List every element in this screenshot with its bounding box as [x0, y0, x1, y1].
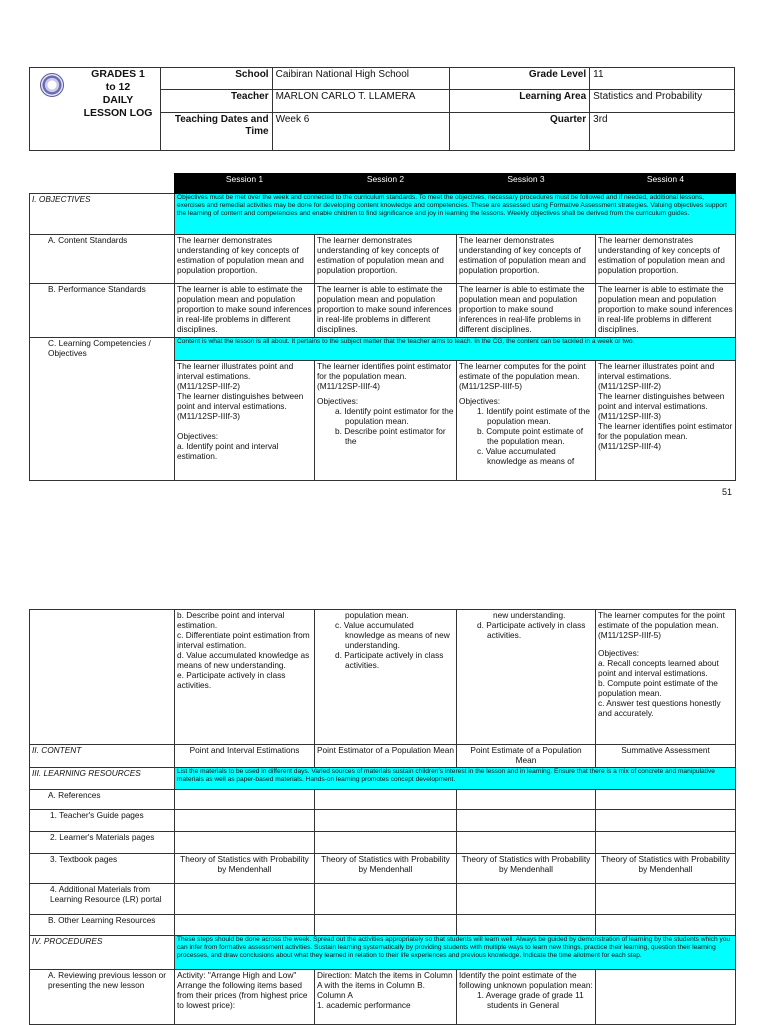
teachers-guide-s3: [457, 810, 596, 832]
other-resources-label: B. Other Learning Resources: [30, 915, 175, 936]
continued-s1: b. Describe point and interval estimation. c. Differentiate point estimation from interval estimation. d. Value accumulated knowledge as means of new understanding. e. Participate actively in class activities.: [175, 610, 315, 745]
competencies-s1: The learner illustrates point and interval estimations. (M11/12SP-IIIf-2) The learner distinguishes between point and interval estimations. (M11/12SP-IIIf-3) Objectives: a. Identify point and interval estimation.: [175, 361, 315, 481]
reviewing-s1: Activity: "Arrange High and Low" Arrange the following items based from their prices (from highest price to lowest price):: [175, 970, 315, 1025]
school-value: Caibiran National High School: [272, 68, 450, 90]
teaching-dates-label: Teaching Dates and Time: [160, 112, 272, 150]
teaching-dates-value: Week 6: [272, 112, 450, 150]
other-s1: [175, 915, 315, 936]
competencies-s2: The learner identifies point estimator for the population mean. (M11/12SP-IIIf-4) Objectives: a. Identify point estimator for the population mean. b. Describe point estimator for the: [315, 361, 457, 481]
content-s1: Point and Interval Estimations: [175, 745, 315, 768]
textbook-s2: Theory of Statistics with Probability by Mendenhall: [315, 854, 457, 884]
additional-s2: [315, 884, 457, 915]
content-standards-s4: The learner demonstrates understanding of key concepts of estimation of population mean and population proportion.: [596, 235, 736, 284]
other-s2: [315, 915, 457, 936]
header-table: [29, 67, 735, 151]
performance-standards-label: B. Performance Standards: [30, 284, 175, 337]
learners-materials-label: 2. Learner's Materials pages: [30, 832, 175, 854]
deped-seal-icon: [40, 73, 64, 97]
content-standards-label: A. Content Standards: [30, 235, 175, 284]
content-standards-s3: The learner demonstrates understanding of key concepts of estimation of population mean and population proportion.: [457, 235, 596, 284]
references-s2: [315, 790, 457, 810]
references-label: A. References: [30, 790, 175, 810]
learning-area-label: Learning Area: [450, 90, 590, 112]
performance-standards-s2: The learner is able to estimate the population mean and population proportion to make sound inferences in real-life problems in different disciplines.: [315, 284, 457, 337]
quarter-label: Quarter: [450, 112, 590, 150]
textbook-s4: Theory of Statistics with Probability by Mendenhall: [596, 854, 736, 884]
references-s4: [596, 790, 736, 810]
procedures-note: These steps should be done across the week. Spread out the activities appropriately so that students will learn well. Always be guided by demonstration of learning by the students which you can infer from formative assessment activities. Sustain learning systematically by providing students with multiple ways to learn new things, practice their learning, question their learning processes, and draw conclusions about what they learned in relation to their life experiences and previous knowledge. Indicate the time allotment for each step.: [175, 936, 736, 970]
reviewing-s3: Identify the point estimate of the following unknown population mean: 1. Average grade of grade 11 students in General: [457, 970, 596, 1025]
competencies-note: Content is what the lesson is all about. It pertains to the subject matter that the teacher aims to teach. In the CG, the content can be tackled in a week or two.: [175, 337, 736, 361]
grade-level-label: Grade Level: [450, 68, 590, 90]
content-standards-s1: The learner demonstrates understanding of key concepts of estimation of population mean and population proportion.: [175, 235, 315, 284]
content-label: II. CONTENT: [30, 745, 175, 768]
content-s3: Point Estimate of a Population Mean: [457, 745, 596, 768]
textbook-s3: Theory of Statistics with Probability by Mendenhall: [457, 854, 596, 884]
learners-materials-s3: [457, 832, 596, 854]
teachers-guide-s2: [315, 810, 457, 832]
additional-s1: [175, 884, 315, 915]
content-s2: Point Estimator of a Population Mean: [315, 745, 457, 768]
teacher-value: MARLON CARLO T. LLAMERA: [272, 90, 450, 112]
continued-s3: new understanding. d. Participate actively in class activities.: [457, 610, 596, 745]
continued-s4: The learner computes for the point estimate of the population mean. (M11/12SP-IIIf-5) Objectives: a. Recall concepts learned about point and interval estimations. b. Compute point estimate of the population mean. c. Answer test questions honestly and accurately.: [596, 610, 736, 745]
other-s4: [596, 915, 736, 936]
page-number: 51: [722, 487, 733, 497]
learning-resources-label: III. LEARNING RESOURCES: [30, 768, 175, 790]
learning-resources-note: List the materials to be used in different days. Varied sources of materials sustain children's interest in the lesson and in learning. Ensure that there is a mix of concrete and manipulative materials as well as paper-based materials. Hands-on learning promotes concept development.: [175, 768, 736, 790]
teachers-guide-label: 1. Teacher's Guide pages: [30, 810, 175, 832]
lesson-plan-table-page2: [29, 609, 736, 1025]
competencies-s3: The learner computes for the point estimate of the population mean.(M11/12SP-IIIf-5) Objectives: 1. Identify point estimate of the population mean. b. Compute point estimate of the population mean. c. Value accumulated knowledge as means of: [457, 361, 596, 481]
additional-s4: [596, 884, 736, 915]
session-4-header: Session 4: [596, 174, 736, 194]
performance-standards-s4: The learner is able to estimate the population mean and population proportion to make sound inferences in real-life problems in different disciplines.: [596, 284, 736, 337]
learning-area-value: Statistics and Probability: [590, 90, 735, 112]
quarter-value: 3rd: [590, 112, 735, 150]
teacher-label: Teacher: [160, 90, 272, 112]
references-s1: [175, 790, 315, 810]
reviewing-lesson-label: A. Reviewing previous lesson or presenting the new lesson: [30, 970, 175, 1025]
continued-label-cell: [30, 610, 175, 745]
school-label: School: [160, 68, 272, 90]
textbook-pages-label: 3. Textbook pages: [30, 854, 175, 884]
session-3-header: Session 3: [457, 174, 596, 194]
procedures-label: IV. PROCEDURES: [30, 936, 175, 970]
other-s3: [457, 915, 596, 936]
references-s3: [457, 790, 596, 810]
learners-materials-s1: [175, 832, 315, 854]
additional-s3: [457, 884, 596, 915]
additional-materials-label: 4. Additional Materials from Learning Resource (LR) portal: [30, 884, 175, 915]
competencies-s4: The learner illustrates point and interval estimations. (M11/12SP-IIIf-2) The learner distinguishes between point and interval estimations. (M11/12SP-IIIf-3) The learner identifies point estimator for the population mean. (M11/12SP-IIIf-4): [596, 361, 736, 481]
learners-materials-s2: [315, 832, 457, 854]
continued-s2: population mean. c. Value accumulated knowledge as means of new understanding. d. Participate actively in class activities.: [315, 610, 457, 745]
dll-title: GRADES 1 to 12 DAILY LESSON LOG: [83, 68, 153, 119]
teachers-guide-s1: [175, 810, 315, 832]
objectives-note: Objectives must be met over the week and connected to the curriculum standards. To meet the objectives, necessary procedures must be followed and if needed, additional lessons, exercises and remedial activities may be done for developing content knowledge and competencies. These are assessed using Formative Assessment strategies. Valuing objectives support the learning of content and competencies and enable children to find significance and joy in learning the lessons. Weekly objectives shall be derived from the curriculum guides.: [175, 194, 736, 235]
session-2-header: Session 2: [315, 174, 457, 194]
grade-level-value: 11: [590, 68, 735, 90]
reviewing-s4: [596, 970, 736, 1025]
learners-materials-s4: [596, 832, 736, 854]
textbook-s1: Theory of Statistics with Probability by Mendenhall: [175, 854, 315, 884]
reviewing-s2: Direction: Match the items in Column A with the items in Column B. Column A 1. academic performance: [315, 970, 457, 1025]
teachers-guide-s4: [596, 810, 736, 832]
header-logo-cell: [30, 68, 161, 151]
content-s4: Summative Assessment: [596, 745, 736, 768]
performance-standards-s3: The learner is able to estimate the population mean and population proportion to make sound inferences in real-life problems in different disciplines.: [457, 284, 596, 337]
content-standards-s2: The learner demonstrates understanding of key concepts of estimation of population mean and population proportion.: [315, 235, 457, 284]
competencies-label: C. Learning Competencies / Objectives: [30, 337, 175, 480]
session-1-header: Session 1: [175, 174, 315, 194]
performance-standards-s1: The learner is able to estimate the population mean and population proportion to make sound inferences in real-life problems in different disciplines.: [175, 284, 315, 337]
objectives-label: I. OBJECTIVES: [30, 194, 175, 235]
lesson-plan-table-page1: [29, 173, 736, 481]
